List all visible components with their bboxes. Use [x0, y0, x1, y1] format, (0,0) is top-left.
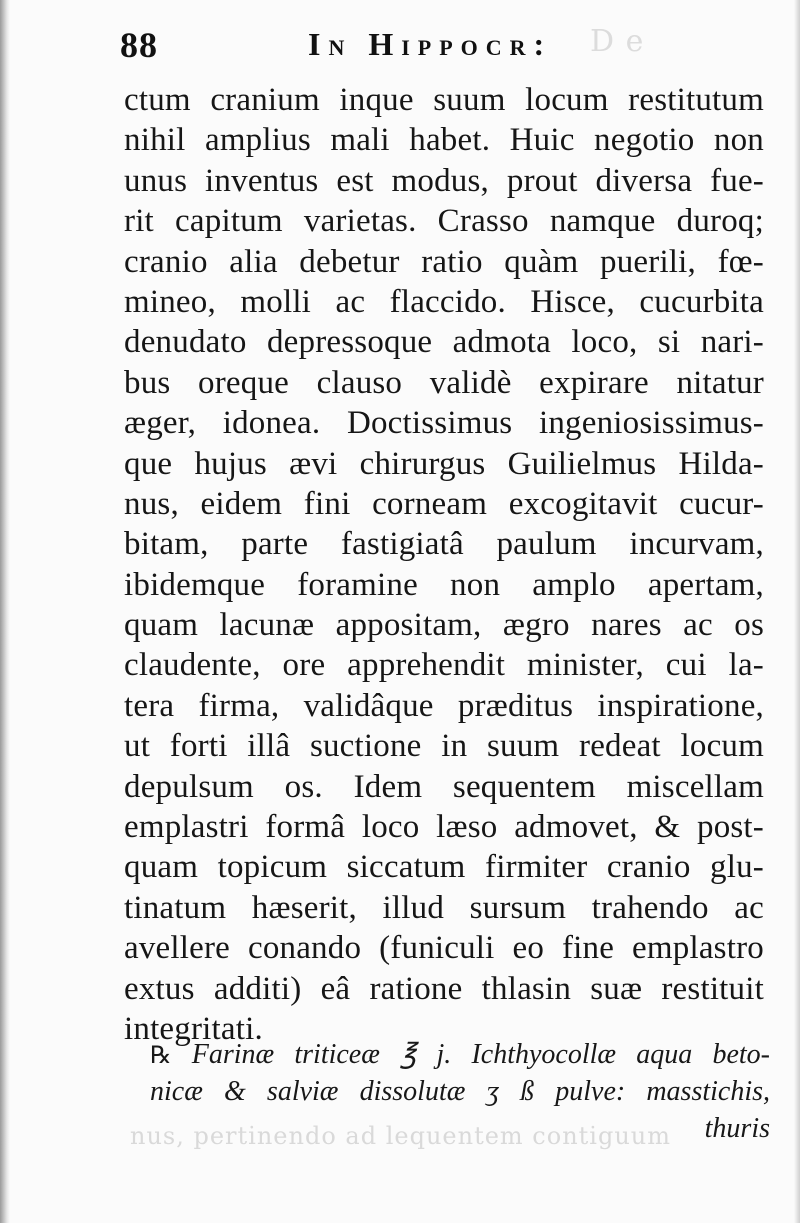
text-line: claudente, ore apprehendit minister, cui la-: [124, 647, 764, 684]
text-line: cranio alia debetur ratio quàm puerili, fœ-: [124, 243, 764, 280]
text-line: tinatum hæserit, illud sursum trahendo ac: [124, 889, 764, 926]
text-line: depulsum os. Idem sequentem miscellam: [124, 768, 764, 805]
text-line: ut forti illâ suctione in suum redeat locum: [124, 728, 764, 765]
recipe-line: thuris: [704, 1113, 770, 1144]
recipe-line: nicæ & salviæ dissolutæ ʒ ß pulve: masstichis,: [150, 1076, 770, 1107]
text-line: mineo, molli ac flaccido. Hisce, cucurbita: [124, 283, 764, 320]
text-line: ibidemque foramine non amplo apertam,: [124, 566, 764, 603]
text-line: æger, idonea. Doctissimus ingeniosissimus-: [124, 405, 764, 442]
page-header: [120, 22, 760, 78]
recipe-line: [150, 1036, 770, 1073]
page-number: 88: [120, 25, 158, 65]
text-line-final: integritati.: [124, 1010, 263, 1047]
text-line: nihil amplius mali habet. Huic negotio non: [124, 122, 764, 159]
text-line: que hujus ævi chirurgus Guilielmus Hilda-: [124, 445, 764, 482]
bleed-through-bottom: nus, pertinendo ad lequentem contiguum: [130, 1122, 672, 1150]
text-line: unus inventus est modus, prout diversa fue-: [124, 162, 764, 199]
text-line: avellere conando (funiculi eo fine emplastro: [124, 930, 764, 967]
text-line: ctum cranium inque suum locum restitutum: [124, 82, 764, 118]
text-line: bitam, parte fastigiatâ paulum incurvam,: [124, 526, 764, 563]
body-text: [124, 80, 764, 1049]
text-line: extus additi) eâ ratione thlasin suæ restituit: [124, 970, 764, 1007]
text-line: quam lacunæ appositam, ægro nares ac os: [124, 607, 764, 644]
running-head: In Hippocr:: [308, 26, 553, 62]
recipe-block: [150, 1036, 770, 1147]
text-line: nus, eidem fini corneam excogitavit cucur-: [124, 485, 764, 522]
page-edge: [794, 0, 800, 1223]
text-line: bus oreque clauso validè expirare nitatur: [124, 364, 764, 401]
text-line: quam topicum siccatum firmiter cranio glu-: [124, 849, 764, 886]
text-line: tera firma, validâque præditus inspiratione,: [124, 687, 764, 724]
bleed-through-top: D e: [590, 24, 645, 59]
binding-shadow: [0, 0, 10, 1223]
text-line: rit capitum varietas. Crasso namque duroq;: [124, 203, 764, 240]
recipe-symbol: ℞: [150, 1043, 172, 1069]
text-line: emplastri formâ loco læso admovet, & post-: [124, 809, 764, 846]
text-line: denudato depressoque admota loco, si nari-: [124, 324, 764, 361]
recipe-line-text: Farinæ triticeæ ℥ j. Ichthyocollæ aqua beto-: [191, 1039, 771, 1070]
